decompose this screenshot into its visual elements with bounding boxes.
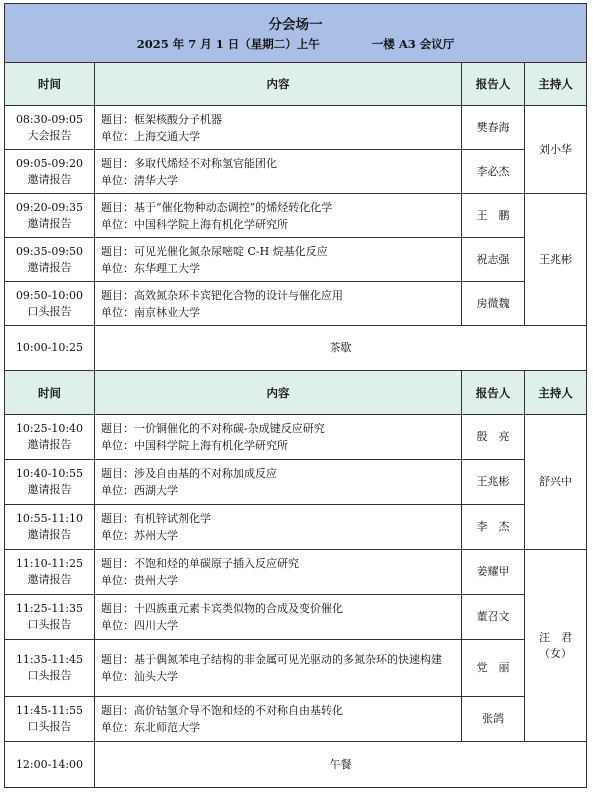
content-cell (95, 238, 462, 282)
time-range: 09:35-09:50 (15, 244, 84, 258)
break-label: 茶歇 (95, 326, 587, 371)
talk-topic: 题目：十四族重元素卡宾类似物的合成及变价催化 (101, 602, 343, 615)
talk-topic: 题目：高价钴氢介导不饱和烃的不对称自由基转化 (101, 704, 343, 717)
speaker-name: 张鸽 (462, 697, 525, 742)
table-row (5, 640, 587, 697)
time-range: 10:40-10:55 (15, 467, 84, 480)
time-range: 11:45-11:55 (15, 704, 84, 717)
talk-topic: 题目：不饱和烃的单碳原子插入反应研究 (101, 557, 299, 570)
report-type: 邀请报告 (27, 216, 72, 230)
host-name: 舒兴中 (525, 415, 587, 550)
content-cell (95, 415, 462, 460)
content-cell (95, 640, 462, 697)
session-date: 2025 年 7 月 1 日（星期二）上午 (136, 36, 320, 51)
content-cell (95, 282, 462, 326)
speaker-name: 殷 亮 (462, 415, 525, 460)
speaker-name: 房微魏 (462, 282, 525, 326)
speaker-name: 祝志强 (462, 238, 525, 282)
report-type: 口头报告 (27, 669, 72, 682)
table-row (5, 595, 587, 640)
speaker-name: 王兆彬 (462, 460, 525, 505)
schedule-table (4, 3, 587, 788)
time-cell (5, 460, 95, 505)
talk-unit: 单位：东北师范大学 (101, 721, 200, 734)
talk-topic: 题目：一价铜催化的不对称碳-杂成键反应研究 (101, 422, 325, 435)
col-header-time: 时间 (5, 371, 95, 415)
report-type: 口头报告 (27, 304, 72, 318)
time-range: 08:30-09:05 (15, 112, 84, 126)
time-cell (5, 282, 95, 326)
lunch-label: 午餐 (95, 742, 587, 788)
table-header-row (5, 63, 587, 106)
lunch-row (5, 742, 587, 788)
time-range: 09:50-10:00 (15, 288, 84, 302)
host-note: （女） (539, 646, 572, 660)
col-header-content: 内容 (95, 371, 462, 415)
host-name: 汪 君 (539, 630, 572, 644)
col-header-content: 内容 (95, 63, 462, 106)
content-cell (95, 106, 462, 150)
time-range: 11:10-11:25 (15, 557, 84, 570)
time-cell (5, 640, 95, 697)
speaker-name: 李必杰 (462, 150, 525, 194)
table-row (5, 150, 587, 194)
report-type: 邀请报告 (27, 528, 72, 541)
report-type: 大会报告 (27, 128, 72, 142)
talk-unit: 单位：四川大学 (101, 619, 178, 632)
content-cell (95, 550, 462, 595)
speaker-name: 党 丽 (462, 640, 525, 697)
time-range: 11:25-11:35 (15, 602, 84, 615)
time-cell (5, 238, 95, 282)
talk-topic: 题目：基于“催化物种动态调控”的烯烃转化化学 (101, 200, 333, 214)
host-name-cell (525, 550, 587, 742)
report-type: 邀请报告 (27, 438, 72, 451)
lunch-time: 12:00-14:00 (5, 742, 95, 788)
session-title: 分会场一 (268, 16, 323, 33)
table-row (5, 194, 587, 238)
talk-topic: 题目：有机锌试剂化学 (101, 512, 211, 525)
speaker-name: 李 杰 (462, 505, 525, 550)
report-type: 口头报告 (27, 720, 72, 733)
content-cell (95, 194, 462, 238)
time-range: 09:20-09:35 (15, 200, 84, 214)
content-cell (95, 697, 462, 742)
talk-topic: 题目：可见光催化氮杂尿嘧啶 C-H 烷基化反应 (101, 244, 328, 258)
time-cell (5, 415, 95, 460)
session-subtitle (5, 35, 586, 56)
time-cell (5, 505, 95, 550)
session-venue: 一楼 A3 会议厅 (371, 36, 455, 51)
host-name: 王兆彬 (525, 194, 587, 326)
col-header-host: 主持人 (525, 63, 587, 106)
table-row (5, 415, 587, 460)
table-header-row (5, 371, 587, 415)
talk-unit: 单位：上海交通大学 (101, 129, 200, 143)
table-row (5, 106, 587, 150)
talk-unit: 单位：东华理工大学 (101, 261, 200, 275)
content-cell (95, 505, 462, 550)
report-type: 邀请报告 (27, 483, 72, 496)
talk-topic: 题目：基于偶氮苯电子结构的非金属可见光驱动的多氮杂环的快速构建 (101, 653, 442, 666)
speaker-name: 姜耀甲 (462, 550, 525, 595)
speaker-name: 王 鹏 (462, 194, 525, 238)
host-name: 刘小华 (525, 106, 587, 194)
talk-topic: 题目：多取代烯烃不对称氢官能团化 (101, 156, 277, 170)
time-range: 09:05-09:20 (15, 156, 84, 170)
report-type: 邀请报告 (27, 573, 72, 586)
talk-unit: 单位：汕头大学 (101, 670, 178, 683)
talk-topic: 题目：高效氮杂环卡宾钯化合物的设计与催化应用 (101, 288, 343, 302)
table-row (5, 550, 587, 595)
talk-topic: 题目：涉及自由基的不对称加成反应 (101, 467, 277, 480)
talk-unit: 单位：南京林业大学 (101, 305, 200, 319)
break-time: 10:00-10:25 (5, 326, 95, 371)
talk-topic: 题目：框架核酸分子机器 (101, 112, 222, 126)
talk-unit: 单位：贵州大学 (101, 574, 178, 587)
col-header-speaker: 报告人 (462, 371, 525, 415)
time-range: 10:55-11:10 (15, 512, 84, 525)
talk-unit: 单位：苏州大学 (101, 529, 178, 542)
time-range: 10:25-10:40 (15, 422, 84, 435)
time-cell (5, 595, 95, 640)
content-cell (95, 150, 462, 194)
col-header-time: 时间 (5, 63, 95, 106)
talk-unit: 单位：西湖大学 (101, 484, 178, 497)
table-row (5, 282, 587, 326)
col-header-speaker: 报告人 (462, 63, 525, 106)
report-type: 邀请报告 (27, 172, 72, 186)
table-row (5, 238, 587, 282)
tea-break-row (5, 326, 587, 371)
session-title-cell (5, 4, 587, 63)
time-cell (5, 106, 95, 150)
talk-unit: 单位：中国科学院上海有机化学研究所 (101, 217, 288, 231)
table-row (5, 697, 587, 742)
speaker-name: 樊春海 (462, 106, 525, 150)
content-cell (95, 460, 462, 505)
talk-unit: 单位：清华大学 (101, 173, 178, 187)
time-cell (5, 150, 95, 194)
col-header-host: 主持人 (525, 371, 587, 415)
speaker-name: 董召文 (462, 595, 525, 640)
time-range: 11:35-11:45 (15, 653, 84, 666)
table-row (5, 460, 587, 505)
content-cell (95, 595, 462, 640)
time-cell (5, 697, 95, 742)
time-cell (5, 194, 95, 238)
talk-unit: 单位：中国科学院上海有机化学研究所 (101, 439, 288, 452)
table-row (5, 505, 587, 550)
report-type: 口头报告 (27, 618, 72, 631)
report-type: 邀请报告 (27, 260, 72, 274)
time-cell (5, 550, 95, 595)
